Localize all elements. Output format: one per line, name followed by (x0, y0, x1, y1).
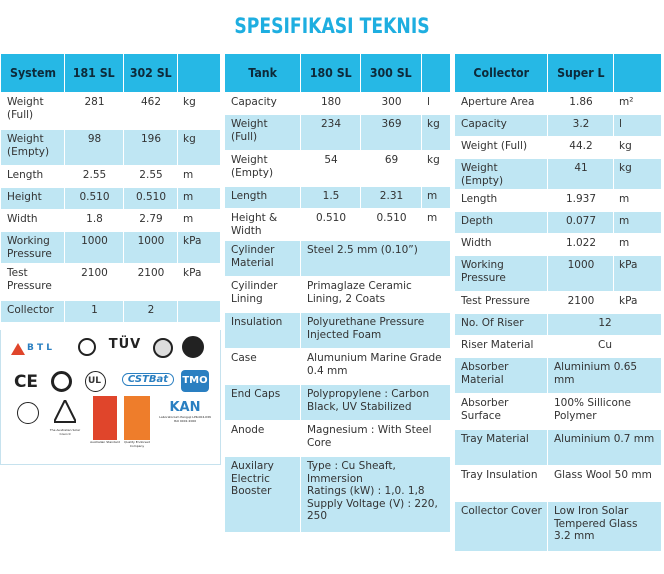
system-row-value-181: 281 (65, 93, 124, 130)
collector-row (455, 292, 662, 314)
tank-row-value-300: 369 (361, 115, 422, 151)
btl-logo: B T L (11, 340, 63, 358)
tank-row (225, 93, 451, 115)
collector-center-row (455, 336, 662, 358)
sirim-seal-icon (153, 338, 173, 358)
tank-row-unit: m (422, 209, 451, 241)
collector-row-label: Width (455, 234, 548, 256)
collector-span-value: Glass Wool 50 mm (548, 466, 662, 502)
collector-row (455, 256, 662, 292)
collector-row-value: 44.2 (548, 137, 614, 159)
tank-row-unit: kg (422, 115, 451, 151)
system-row-label: Width (1, 210, 65, 232)
tank-row-label: Weight (Empty) (225, 151, 301, 187)
collector-row-value: 2100 (548, 292, 614, 314)
cstbat-logo: CSTBat (122, 373, 174, 386)
tank-row-value-180: 1.5 (301, 187, 361, 209)
tank-header-row (225, 54, 451, 93)
ul-logo: UL (85, 371, 106, 392)
tank-header-label: 180 SL (309, 65, 352, 80)
system-body (1, 93, 221, 323)
kan-logo: KAN Laboratorium Penguji LPK-004-IDN ISO 9001:2000 (159, 400, 211, 423)
collector-header-label: Super L (556, 65, 605, 80)
collector-header-1 (548, 54, 614, 93)
system-row-value-302: 1000 (124, 232, 178, 264)
quality-endorsed-logo: Quality Endorsed Company (124, 396, 150, 440)
collector-row-label: Aperture Area (455, 93, 548, 115)
system-row-value-302: 2.79 (124, 210, 178, 232)
sabs-logo: The Australian Solar Council (47, 400, 83, 440)
btl-mark-icon (11, 343, 25, 355)
system-row (1, 232, 221, 264)
collector-row (455, 159, 662, 190)
system-row-value-181: 1000 (65, 232, 124, 264)
collector-center-label: Riser Material (455, 336, 548, 358)
collector-center-value: Cu (548, 336, 662, 358)
system-row-value-302: 0.510 (124, 188, 178, 210)
collector-span-row (455, 358, 662, 394)
tank-span-row (225, 313, 451, 349)
tank-span-label: Insulation (225, 313, 301, 349)
tank-row-unit: l (422, 93, 451, 115)
tank-span-value: Steel 2.5 mm (0.10”) (301, 241, 451, 277)
system-row-unit: m (178, 166, 221, 188)
system-row-value-181: 1 (65, 301, 124, 323)
tank-row (225, 209, 451, 241)
tank-span-row (225, 349, 451, 385)
collector-row (455, 137, 662, 159)
tank-row-value-180: 234 (301, 115, 361, 151)
collector-span-value: 100% Sillicone Polymer (548, 394, 662, 430)
tank-header-2 (361, 54, 422, 93)
system-row-unit: kg (178, 93, 221, 130)
tank-row-value-180: 180 (301, 93, 361, 115)
tank-header-1 (301, 54, 361, 93)
system-row-label: Weight (Full) (1, 93, 65, 130)
tank-row-unit: m (422, 187, 451, 209)
tank-span-value: Magnesium : With Steel Core (301, 421, 451, 457)
collector-row-value: 0.077 (548, 212, 614, 234)
system-row-value-302: 462 (124, 93, 178, 130)
tank-row-unit: kg (422, 151, 451, 187)
system-row-label: Test Pressure (1, 264, 65, 301)
system-row-unit: m (178, 188, 221, 210)
tank-row (225, 115, 451, 151)
collector-row-label: Weight (Empty) (455, 159, 548, 190)
system-row (1, 188, 221, 210)
collector-row-value: 3.2 (548, 115, 614, 137)
tank-span-row (225, 277, 451, 313)
collector-row-value: 1.86 (548, 93, 614, 115)
tank-span-row (225, 385, 451, 421)
collector-span-value: Low Iron Solar Tempered Glass 3.2 mm (548, 502, 662, 552)
tank-row-value-180: 0.510 (301, 209, 361, 241)
collector-center-label: No. Of Riser (455, 314, 548, 336)
collector-span-label: Absorber Surface (455, 394, 548, 430)
tank-row-value-180: 54 (301, 151, 361, 187)
collector-row-unit: kPa (614, 292, 662, 314)
tank-row-value-300: 69 (361, 151, 422, 187)
system-spec-table (1, 54, 221, 323)
system-row-unit: kg (178, 130, 221, 166)
collector-span-value: Aluminium 0.7 mm (548, 430, 662, 466)
system-header-3 (178, 54, 221, 93)
tank-header-0 (225, 54, 301, 93)
system-row-value-302: 2 (124, 301, 178, 323)
system-row-label: Height (1, 188, 65, 210)
tank-span-value: Alumunium Marine Grade 0.4 mm (301, 349, 451, 385)
tank-span-value: Polyurethane Pressure Injected Foam (301, 313, 451, 349)
collector-row-label: Test Pressure (455, 292, 548, 314)
tank-span-row (225, 421, 451, 457)
collector-row-unit: m (614, 234, 662, 256)
collector-span-label: Tray Insulation (455, 466, 548, 502)
collector-span-label: Tray Material (455, 430, 548, 466)
system-row-unit: kPa (178, 232, 221, 264)
system-header-0 (1, 54, 65, 93)
system-row-value-302: 2100 (124, 264, 178, 301)
system-header-label: 302 SL (129, 65, 172, 80)
tank-row-label: Weight (Full) (225, 115, 301, 151)
tank-span-label: End Caps (225, 385, 301, 421)
collector-span-label: Collector Cover (455, 502, 548, 552)
tank-span-value: Primaglaze Ceramic Lining, 2 Coats (301, 277, 451, 313)
system-row (1, 130, 221, 166)
tank-header-label: Tank (248, 65, 277, 80)
collector-header-label: Collector (473, 65, 529, 80)
collector-row-label: Capacity (455, 115, 548, 137)
collector-span-row (455, 394, 662, 430)
collector-row (455, 93, 662, 115)
system-row (1, 301, 221, 323)
collector-span-label: Absorber Material (455, 358, 548, 394)
collector-row-unit: m (614, 190, 662, 212)
tank-span-label: Case (225, 349, 301, 385)
collector-center-value: 12 (548, 314, 662, 336)
system-row (1, 93, 221, 130)
system-row (1, 166, 221, 188)
tank-row-label: Capacity (225, 93, 301, 115)
tank-span-row (225, 457, 451, 533)
tuv-logo: TÜV (108, 337, 142, 352)
collector-row (455, 115, 662, 137)
collector-row-value: 1000 (548, 256, 614, 292)
certification-logos-panel (0, 330, 221, 465)
collector-row-value: 1.022 (548, 234, 614, 256)
system-row-value-181: 98 (65, 130, 124, 166)
collector-row-unit: m² (614, 93, 662, 115)
tank-row-label: Length (225, 187, 301, 209)
collector-span-row (455, 502, 662, 552)
collector-row-unit: kPa (614, 256, 662, 292)
sabs-mark-icon (54, 400, 76, 424)
hand-certificate-icon (78, 338, 96, 356)
system-row (1, 264, 221, 301)
collector-row-unit: l (614, 115, 662, 137)
collector-row-unit: m (614, 212, 662, 234)
tank-body (225, 93, 451, 533)
system-row-unit: m (178, 210, 221, 232)
system-row-value-181: 2.55 (65, 166, 124, 188)
tank-span-row (225, 241, 451, 277)
system-row-unit (178, 301, 221, 323)
collector-row-label: Weight (Full) (455, 137, 548, 159)
collector-span-row (455, 430, 662, 466)
system-row-value-181: 2100 (65, 264, 124, 301)
system-row-value-302: 2.55 (124, 166, 178, 188)
system-row-label: Working Pressure (1, 232, 65, 264)
tank-span-value: Polypropylene : Carbon Black, UV Stabilized (301, 385, 451, 421)
tank-span-value: Type : Cu Sheaft, Immersion Ratings (kW) : 1,0. 1,8 Supply Voltage (V) : 220, 250 (301, 457, 451, 533)
tank-row-value-300: 2.31 (361, 187, 422, 209)
sni-seal-icon (182, 336, 204, 358)
quality-mark-icon (17, 402, 39, 424)
collector-row-label: Length (455, 190, 548, 212)
tank-span-label: Auxilary Electric Booster (225, 457, 301, 533)
tank-row (225, 151, 451, 187)
collector-row-value: 41 (548, 159, 614, 190)
tank-row-value-300: 0.510 (361, 209, 422, 241)
system-row (1, 210, 221, 232)
collector-center-row (455, 314, 662, 336)
page-title: SPESIFIKASI TEKNIS (234, 14, 430, 38)
tank-row-value-300: 300 (361, 93, 422, 115)
collector-row-label: Working Pressure (455, 256, 548, 292)
system-row-value-302: 196 (124, 130, 178, 166)
collector-row (455, 234, 662, 256)
collector-span-value: Aluminium 0.65 mm (548, 358, 662, 394)
collector-header-row (455, 54, 662, 93)
collector-row-unit: kg (614, 137, 662, 159)
system-header-label: 181 SL (73, 65, 115, 80)
collector-header-2 (614, 54, 662, 93)
wmark-seal-icon (51, 371, 72, 392)
system-header-2 (124, 54, 178, 93)
tank-row (225, 187, 451, 209)
australian-standard-logo: Australian Standard (93, 396, 117, 440)
ce-logo: CE (13, 372, 39, 392)
collector-spec-table (455, 54, 662, 552)
tank-header-3 (422, 54, 451, 93)
tmo-logo: TMO (181, 370, 209, 392)
collector-body (455, 93, 662, 552)
tank-spec-table (225, 54, 451, 533)
collector-row-label: Depth (455, 212, 548, 234)
collector-span-row (455, 466, 662, 502)
tank-span-label: Cylinder Material (225, 241, 301, 277)
system-row-label: Length (1, 166, 65, 188)
system-header-row (1, 54, 221, 93)
system-row-label: Weight (Empty) (1, 130, 65, 166)
system-header-label: System (9, 65, 56, 80)
collector-header-0 (455, 54, 548, 93)
tank-header-label: 300 SL (370, 65, 412, 80)
tank-row-label: Height & Width (225, 209, 301, 241)
collector-row (455, 212, 662, 234)
collector-row-value: 1.937 (548, 190, 614, 212)
tank-span-label: Anode (225, 421, 301, 457)
system-header-1 (65, 54, 124, 93)
tank-span-label: Cyilinder Lining (225, 277, 301, 313)
collector-row-unit: kg (614, 159, 662, 190)
system-row-value-181: 1.8 (65, 210, 124, 232)
system-row-label: Collector (1, 301, 65, 323)
collector-row (455, 190, 662, 212)
system-row-unit: kPa (178, 264, 221, 301)
system-row-value-181: 0.510 (65, 188, 124, 210)
